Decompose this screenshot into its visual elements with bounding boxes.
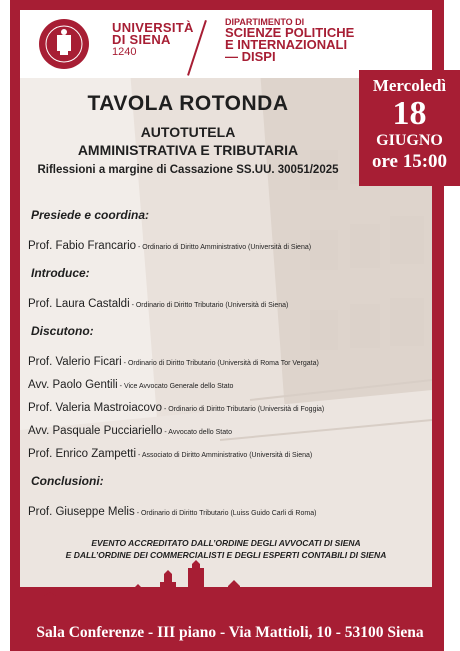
department-name: [225, 17, 354, 63]
discussant-role: - Avvocato dello Stato: [162, 429, 232, 436]
university-name-line1: UNIVERSITÀ: [112, 20, 194, 35]
department-line4: — DISPI: [225, 49, 276, 64]
department-line3: E INTERNAZIONALI: [225, 37, 348, 52]
introducer-role: - Ordinario di Diritto Tributario (Università di Siena): [129, 302, 289, 309]
discussant-name: Prof. Valerio Ficari: [28, 356, 122, 368]
event-title: TAVOLA ROTONDA: [87, 92, 289, 115]
conclusions-role: - Ordinario di Diritto Tributario (Luiss Guido Carli di Roma): [134, 510, 317, 517]
conclusions-name: Prof. Giuseppe Melis: [28, 506, 135, 518]
introduce-heading: Introduce:: [31, 266, 90, 280]
discussant-name: Avv. Paolo Gentili: [28, 379, 118, 391]
discussant-entry: [28, 352, 319, 370]
accreditation-line2: E DALL’ORDINE DEI COMMERCIALISTI E DEGLI ESPERTI CONTABILI DI SIENA: [65, 550, 387, 560]
event-subtitle-line2: AMMINISTRATIVA E TRIBUTARIA: [77, 142, 299, 158]
event-subtitle-line3: Riflessioni a margine di Cassazione SS.UU. 30051/2025: [37, 164, 339, 176]
discussant-entry: [28, 375, 233, 393]
discussant-entry: [28, 398, 324, 416]
discussant-entry: [28, 444, 312, 462]
university-name-line2: DI SIENA: [112, 32, 171, 47]
discussant-role: - Ordinario di Diritto Tributario (Università di Foggia): [162, 406, 325, 413]
conclusions-heading: Conclusioni:: [31, 474, 104, 488]
introducer-entry: [28, 294, 288, 312]
discussant-name: Prof. Enrico Zampetti: [28, 448, 137, 460]
event-day: 18: [392, 95, 427, 132]
discussant-name: Prof. Valeria Mastroiacovo: [28, 402, 163, 414]
discussants-heading: Discutono:: [31, 324, 94, 338]
event-subtitle-line1: AUTOTUTELA: [140, 124, 236, 140]
discussant-entry: [28, 421, 232, 439]
event-time: ore 15:00: [371, 151, 448, 172]
university-name: [112, 22, 194, 58]
discussant-role: - Associato di Diritto Amministrativo (Università di Siena): [136, 452, 313, 459]
conclusions-entry: [28, 502, 316, 520]
date-badge: [359, 70, 460, 186]
department-line1: DIPARTIMENTO DI: [225, 17, 305, 27]
event-weekday: Mercoledì: [372, 76, 447, 95]
discussant-role: - Vice Avvocato Generale dello Stato: [117, 383, 234, 390]
siena-skyline-silhouette: [10, 560, 444, 620]
discussant-name: Avv. Pasquale Pucciariello: [28, 425, 163, 437]
university-founding-year: 1240: [112, 46, 137, 58]
event-month: GIUGNO: [376, 132, 443, 149]
introducer-name: Prof. Laura Castaldi: [28, 298, 130, 310]
venue-address: Sala Conferenze - III piano - Via Mattioli, 10 - 53100 Siena: [36, 624, 424, 641]
university-seal-icon: [38, 18, 90, 70]
chair-name: Prof. Fabio Francario: [28, 240, 137, 252]
chair-entry: [28, 236, 311, 254]
chair-heading: Presiede e coordina:: [31, 208, 150, 222]
header-band: [20, 10, 432, 78]
chair-role: - Ordinario di Diritto Amministrativo (Università di Siena): [136, 244, 312, 251]
discussant-role: - Ordinario di Diritto Tributario (Università di Roma Tor Vergata): [121, 360, 319, 367]
department-line2: SCIENZE POLITICHE: [225, 25, 355, 40]
accreditation-line1: EVENTO ACCREDITATO DALL’ORDINE DEGLI AVVOCATI DI SIENA: [91, 538, 361, 548]
